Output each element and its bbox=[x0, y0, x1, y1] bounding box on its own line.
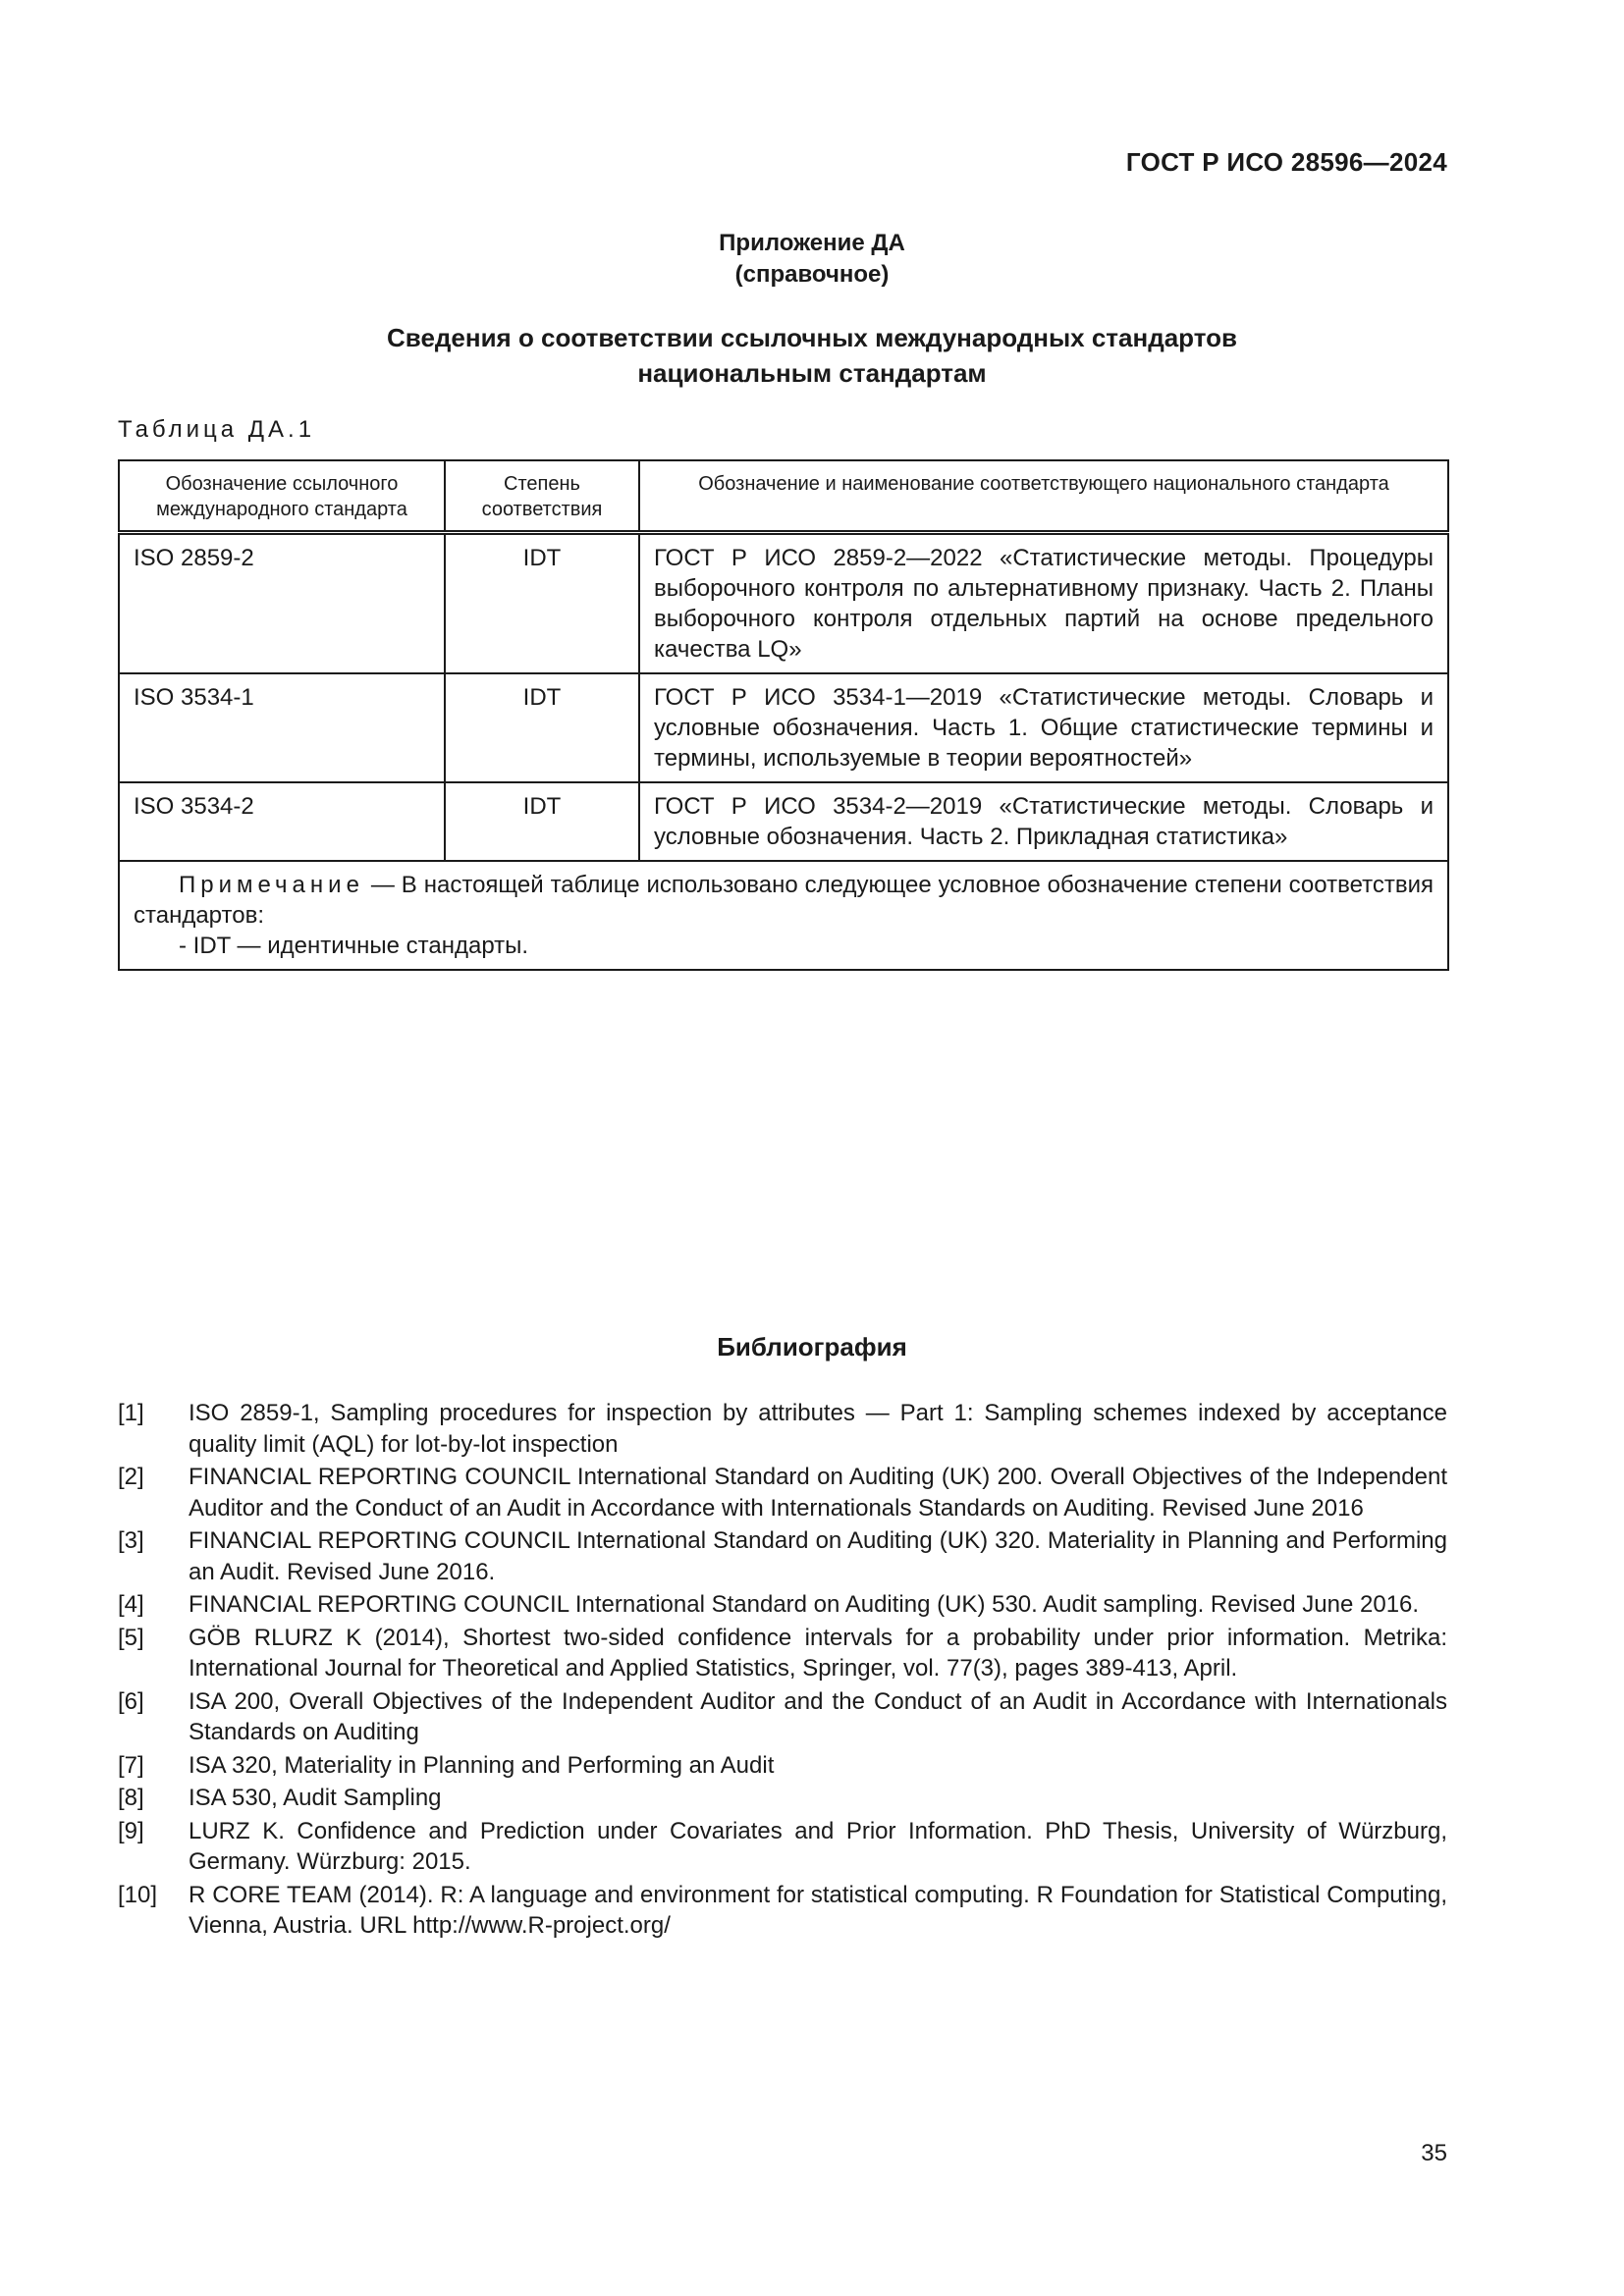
bib-text: ISO 2859-1, Sampling procedures for inspection by attributes — Part 1: Sampling schemes indexed by acceptance quality limit (AQL) for lot-by-lot inspection bbox=[189, 1400, 1447, 1458]
table-header-row bbox=[119, 460, 1448, 533]
table-note bbox=[119, 861, 1448, 970]
appendix-heading bbox=[0, 228, 1624, 291]
column-header-degree: Степень соответствия bbox=[445, 460, 639, 533]
bib-number: [6] bbox=[118, 1687, 144, 1715]
column-header-national: Обозначение и наименование соответствующего национального стандарта bbox=[639, 460, 1448, 533]
list-item bbox=[118, 1462, 1447, 1523]
bib-number: [7] bbox=[118, 1751, 144, 1779]
cell-degree: IDT bbox=[445, 673, 639, 782]
bib-number: [5] bbox=[118, 1624, 144, 1651]
bib-text: R CORE TEAM (2014). R: A language and environment for statistical computing. R Foundation for Statistical Computing, Vienna, Austria. URL http://www.R-project.org/ bbox=[189, 1881, 1447, 1939]
cell-standard: ISO 3534-1 bbox=[119, 673, 445, 782]
bib-text: ISA 200, Overall Objectives of the Independent Auditor and the Conduct of an Audit in Accordance with Internationals Standards on Auditing bbox=[189, 1687, 1447, 1745]
list-item bbox=[118, 1880, 1447, 1942]
list-item bbox=[118, 1398, 1447, 1460]
table-row bbox=[119, 533, 1448, 674]
appendix-type: (справочное) bbox=[734, 261, 890, 288]
bib-text: FINANCIAL REPORTING COUNCIL International Standard on Auditing (UK) 200. Overall Objectives of the Independent Auditor and the Conduct of an Audit in Accordance with Internationals Standards on Auditing. Revised June 2016 bbox=[189, 1464, 1447, 1522]
cell-degree: IDT bbox=[445, 782, 639, 861]
bib-number: [2] bbox=[118, 1464, 144, 1490]
cell-standard: ISO 2859-2 bbox=[119, 533, 445, 674]
bib-text: LURZ K. Confidence and Prediction under Covariates and Prior Information. PhD Thesis, University of Würzburg, Germany. Würzburg: 2015. bbox=[189, 1817, 1447, 1875]
table-row bbox=[119, 782, 1448, 861]
page-number: 35 bbox=[1421, 2140, 1447, 2166]
list-item bbox=[118, 1686, 1447, 1748]
document-code: ГОСТ Р ИСО 28596—2024 bbox=[1125, 147, 1447, 177]
section-title bbox=[0, 320, 1624, 391]
bib-text: FINANCIAL REPORTING COUNCIL International Standard on Auditing (UK) 530. Audit sampling. Revised June 2016. bbox=[189, 1591, 1420, 1618]
bib-number: [1] bbox=[118, 1400, 144, 1426]
table-note-row bbox=[119, 861, 1448, 970]
correspondence-table bbox=[118, 459, 1449, 971]
bib-text: FINANCIAL REPORTING COUNCIL International Standard on Auditing (UK) 320. Materiality in Planning and Performing an Audit. Revised June 2016. bbox=[189, 1527, 1447, 1585]
list-item bbox=[118, 1623, 1447, 1684]
note-label: Примечание bbox=[179, 872, 364, 898]
bib-text: ISA 530, Audit Sampling bbox=[189, 1785, 442, 1811]
list-item bbox=[118, 1783, 1447, 1814]
bib-number: [10] bbox=[118, 1881, 158, 1908]
cell-degree: IDT bbox=[445, 533, 639, 674]
table-caption: Таблица ДА.1 bbox=[118, 416, 316, 443]
bib-number: [4] bbox=[118, 1591, 144, 1618]
section-title-line-1: Сведения о соответствии ссылочных международных стандартов bbox=[387, 323, 1237, 352]
table-row bbox=[119, 673, 1448, 782]
column-header-standard: Обозначение ссылочного международного стандарта bbox=[119, 460, 445, 533]
bib-text: ISA 320, Materiality in Planning and Performing an Audit bbox=[189, 1751, 775, 1779]
note-text: — В настоящей таблице использовано следующее условное обозначение степени соответствия стандартов: bbox=[134, 872, 1434, 929]
list-item bbox=[118, 1816, 1447, 1878]
cell-national: ГОСТ Р ИСО 3534-2—2019 «Статистические методы. Словарь и условные обозначения. Часть 2. Прикладная статистика» bbox=[639, 782, 1448, 861]
bibliography-list bbox=[118, 1398, 1447, 1944]
cell-standard: ISO 3534-2 bbox=[119, 782, 445, 861]
list-item bbox=[118, 1750, 1447, 1782]
section-title-line-2: национальным стандартам bbox=[637, 358, 987, 388]
cell-national: ГОСТ Р ИСО 3534-1—2019 «Статистические методы. Словарь и условные обозначения. Часть 1. Общие статистические термины и термины, используемые в теории вероятностей» bbox=[639, 673, 1448, 782]
bib-number: [3] bbox=[118, 1527, 144, 1554]
list-item bbox=[118, 1525, 1447, 1587]
cell-national: ГОСТ Р ИСО 2859-2—2022 «Статистические методы. Процедуры выборочного контроля по альтернативному признаку. Часть 2. Планы выборочного контроля отдельных партий на основе предельного качества LQ» bbox=[639, 533, 1448, 674]
bibliography-title: Библиография bbox=[717, 1332, 907, 1362]
note-item: - IDT — идентичные стандарты. bbox=[179, 933, 529, 959]
bib-number: [8] bbox=[118, 1785, 144, 1811]
list-item bbox=[118, 1589, 1447, 1621]
bib-text: GÖB RLURZ K (2014), Shortest two-sided confidence intervals for a probability under prior information. Metrika: International Journal for Theoretical and Applied Statistics, Springer, vol. 77(3), pages 389-413, April. bbox=[189, 1624, 1447, 1682]
bib-number: [9] bbox=[118, 1817, 144, 1844]
appendix-title: Приложение ДА bbox=[719, 230, 905, 256]
